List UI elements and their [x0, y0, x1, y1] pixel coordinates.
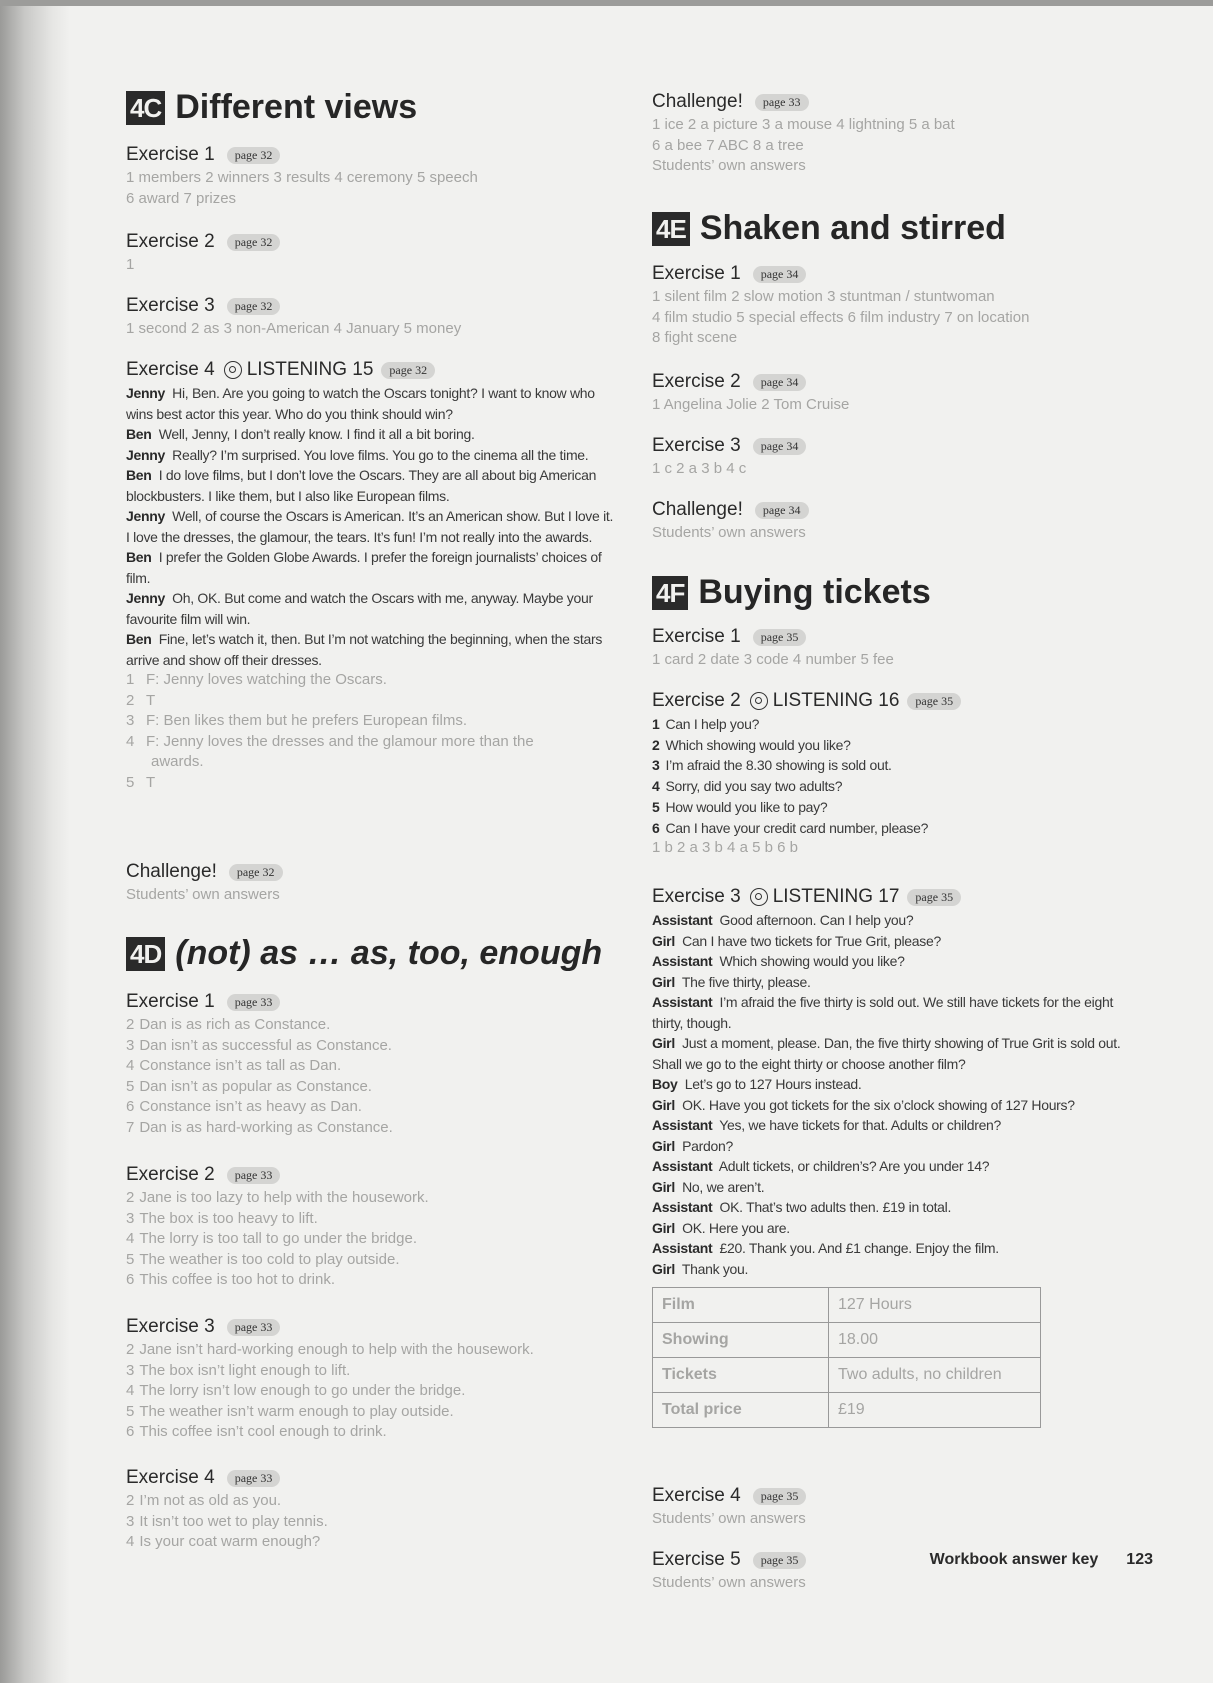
exercise-label: Exercise 1 — [652, 626, 741, 647]
dialogue-text: I prefer the Golden Globe Awards. I prefer the foreign journalists’ choices of film. — [126, 549, 602, 586]
answer-list — [126, 1188, 429, 1291]
audio-cd-icon — [224, 361, 242, 379]
table-value: £19 — [829, 1393, 1041, 1428]
item-number: 3 — [126, 1209, 135, 1227]
dialogue-text: I’m afraid the five thirty is sold out. We still have tickets for the eight thirty, though. — [652, 994, 1114, 1031]
item-text: Constance isn’t as heavy as Dan. — [139, 1098, 362, 1115]
table-key: Showing — [653, 1323, 829, 1358]
exercise-label: Exercise 2 — [126, 1164, 215, 1185]
exercise-label: Exercise 1 — [652, 263, 741, 284]
speaker-name: Ben — [126, 467, 152, 483]
dialogue-text: Yes, we have tickets for that. Adults or children? — [719, 1117, 1002, 1133]
speaker-name: Girl — [652, 1219, 675, 1236]
speaker-name: Girl — [652, 1137, 675, 1154]
unit-badge: 4C — [126, 91, 165, 125]
phrase-list — [652, 714, 961, 838]
item-text: The lorry isn’t low enough to go under the bridge. — [139, 1382, 466, 1399]
page-reference: page 34 — [753, 438, 807, 455]
dialogue-text: OK. Have you got tickets for the six o’clock showing of 127 Hours? — [682, 1096, 1075, 1113]
speaker-name: Girl — [652, 1260, 675, 1277]
item-number: 6 — [652, 819, 660, 836]
dialogue-text: I do love films, but I don’t love the Oscars. They are all about big American blockbusters. I like them, but I also like European films. — [126, 467, 597, 504]
dialogue-text: Good afternoon. Can I help you? — [719, 912, 914, 928]
answer-line — [126, 1118, 393, 1139]
item-number: 4 — [652, 778, 660, 795]
item-number: 3 — [652, 757, 660, 774]
audio-cd-icon — [750, 888, 768, 906]
item-text: F: Jenny loves watching the Oscars. — [146, 671, 387, 688]
item-text: Can I have your credit card number, please? — [665, 819, 929, 836]
dialogue-text: Pardon? — [682, 1137, 733, 1154]
answer-line — [126, 1015, 393, 1036]
answer-line — [126, 773, 616, 794]
page-reference: page 35 — [907, 693, 961, 710]
dialogue-line — [126, 506, 616, 547]
exercise-label: Exercise 2 — [652, 690, 741, 711]
answer-list — [126, 670, 616, 793]
item-text: Jane isn’t hard-working enough to help with the housework. — [139, 1341, 534, 1358]
exercise-label: Challenge! — [126, 861, 217, 882]
exercise-4c-4 — [126, 357, 616, 793]
dialogue-text: Really? I’m surprised. You love films. You go to the cinema all the time. — [172, 446, 589, 463]
item-number: 6 — [126, 1423, 135, 1440]
page-footer — [930, 1551, 1153, 1569]
item-number: 2 — [126, 1492, 135, 1509]
exercise-label: Exercise 1 — [126, 144, 215, 165]
table-key: Total price — [653, 1393, 829, 1428]
speaker-name: Jenny — [126, 385, 165, 401]
item-text: Which showing would you like? — [665, 736, 851, 753]
listening-label: LISTENING 15 — [246, 359, 374, 380]
unit-badge: 4D — [126, 937, 165, 971]
answer-line: 1 c 2 a 3 b 4 c — [652, 460, 747, 477]
answer-line — [126, 1381, 534, 1402]
dialogue-text: Adult tickets, or children’s? Are you under 14? — [718, 1158, 990, 1174]
exercise-4f-5 — [652, 1547, 806, 1594]
page-reference: page 35 — [753, 1488, 807, 1505]
speaker-name: Girl — [652, 1178, 675, 1195]
item-text: F: Ben likes them but he prefers European films. — [146, 712, 467, 729]
speaker-name: Assistant — [652, 912, 713, 928]
exercise-4f-2 — [652, 688, 961, 859]
item-text: Is your coat warm enough? — [139, 1533, 321, 1550]
unit-badge: 4E — [652, 212, 690, 246]
phrase-line — [652, 714, 961, 735]
page-reference: page 33 — [227, 1319, 281, 1336]
dialogue-text: Hi, Ben. Are you going to watch the Oscars tonight? I want to know who wins best actor this year. Who do you think should win? — [126, 385, 595, 422]
table-row — [653, 1358, 1041, 1393]
answer-list — [126, 1340, 534, 1443]
item-text: T — [146, 773, 156, 791]
answer-line — [126, 1097, 393, 1118]
dialogue-text: Fine, let’s watch it, then. But I’m not watching the beginning, when the stars arrive and show off their dresses. — [126, 631, 603, 668]
exercise-label: Challenge! — [652, 499, 743, 520]
item-text: Dan is as rich as Constance. — [139, 1016, 331, 1033]
answer-line: Students’ own answers — [652, 1510, 806, 1527]
dialogue-text: Just a moment, please. Dan, the five thirty showing of True Grit is sold out. Shall we go to the eight thirty or choose another film? — [652, 1035, 1121, 1072]
dialogue-line — [652, 931, 1142, 952]
answer-line — [126, 1340, 534, 1361]
answer-line — [126, 732, 616, 753]
answer-line — [126, 1361, 534, 1382]
exercise-4d-4 — [126, 1465, 328, 1553]
answer-line: 1 b 2 a 3 b 4 a 5 b 6 b — [652, 839, 798, 857]
table-key: Film — [653, 1288, 829, 1323]
dialogue-line — [652, 1136, 1142, 1157]
table-value: Two adults, no children — [829, 1358, 1041, 1393]
speaker-name: Boy — [652, 1076, 678, 1092]
answer-line — [126, 1209, 429, 1230]
answer-line: Students’ own answers — [126, 886, 280, 903]
exercise-4c-1 — [126, 142, 478, 209]
phrase-line — [652, 797, 961, 818]
table-row — [653, 1323, 1041, 1358]
answer-line — [126, 752, 616, 773]
ticket-info-table — [652, 1287, 1041, 1428]
item-number: 3 — [126, 1361, 135, 1379]
answer-line: Students’ own answers — [652, 1574, 806, 1591]
dialogue-line — [652, 951, 1142, 972]
speaker-name: Ben — [126, 426, 152, 442]
page-reference: page 34 — [753, 374, 807, 391]
unit-badge: 4F — [652, 576, 688, 610]
item-text: Dan is as hard-working as Constance. — [139, 1118, 393, 1136]
table-value: 127 Hours — [829, 1288, 1041, 1323]
item-text: The lorry is too tall to go under the bridge. — [139, 1230, 417, 1247]
exercise-label: Exercise 3 — [652, 886, 741, 907]
answer-line — [126, 1056, 393, 1077]
speaker-name: Girl — [652, 973, 675, 990]
answer-line — [126, 1036, 393, 1057]
speaker-name: Ben — [126, 631, 152, 647]
item-number: 2 — [126, 691, 135, 709]
speaker-name: Assistant — [652, 1117, 713, 1133]
unit-4f-heading — [652, 573, 931, 612]
answer-line — [126, 1512, 328, 1533]
table-row — [653, 1288, 1041, 1323]
answer-line — [126, 711, 616, 732]
footer-label: Workbook answer key — [929, 1551, 1099, 1568]
answer-line: 1 Angelina Jolie 2 Tom Cruise — [652, 396, 850, 413]
item-number: 6 — [126, 1098, 135, 1115]
item-number: 1 — [652, 716, 660, 732]
page-reference: page 34 — [753, 266, 807, 283]
item-number: 4 — [126, 732, 135, 750]
answer-line: 6 a bee 7 ABC 8 a tree — [652, 136, 804, 154]
exercise-label: Exercise 3 — [126, 1316, 215, 1337]
answer-line: 8 fight scene — [652, 329, 738, 346]
phrase-line — [652, 818, 961, 839]
answer-line — [126, 670, 616, 691]
top-edge — [0, 0, 1213, 6]
answer-line: 1 ice 2 a picture 3 a mouse 4 lightning 5 a bat — [652, 116, 955, 133]
exercise-label: Exercise 4 — [652, 1485, 741, 1506]
item-text: This coffee is too hot to drink. — [139, 1271, 336, 1288]
item-text: Sorry, did you say two adults? — [665, 778, 843, 795]
answer-list — [126, 1491, 328, 1553]
speaker-name: Assistant — [652, 1240, 713, 1256]
unit-title: Shaken and stirred — [699, 209, 1006, 247]
speaker-name: Assistant — [652, 994, 713, 1010]
dialogue-text: £20. Thank you. And £1 change. Enjoy the film. — [719, 1240, 999, 1256]
answer-line: 4 film studio 5 special effects 6 film industry 7 on location — [652, 308, 1030, 326]
unit-title: (not) as … as, too, enough — [175, 934, 603, 972]
dialogue-line — [126, 547, 616, 588]
challenge-4e — [652, 497, 809, 544]
dialogue-text: OK. That’s two adults then. £19 in total. — [719, 1199, 952, 1215]
item-number: 3 — [126, 1036, 135, 1054]
page-reference: page 33 — [227, 1470, 281, 1487]
answer-line: 1 second 2 as 3 non-American 4 January 5 money — [126, 320, 462, 337]
exercise-label: Exercise 2 — [126, 231, 215, 252]
dialogue-line — [652, 1197, 1142, 1218]
exercise-label: Exercise 4 — [126, 359, 215, 380]
exercise-4d-2 — [126, 1162, 429, 1291]
speaker-name: Jenny — [126, 508, 165, 524]
dialogue-line — [652, 1177, 1142, 1198]
dialogue-line — [652, 1095, 1142, 1116]
dialogue-line — [652, 1156, 1142, 1177]
dialogue-line — [652, 1218, 1142, 1239]
dialogue-line — [652, 1115, 1142, 1136]
item-text: The box is too heavy to lift. — [139, 1209, 318, 1227]
exercise-4f-3 — [652, 884, 1142, 1428]
exercise-4e-1 — [652, 261, 1029, 349]
dialogue-line — [652, 1033, 1142, 1074]
item-text: awards. — [151, 753, 204, 770]
dialogue-text: Which showing would you like? — [719, 953, 905, 969]
dialogue-text: Well, Jenny, I don’t really know. I find it all a bit boring. — [158, 426, 475, 442]
item-number: 1 — [126, 671, 135, 688]
speaker-name: Jenny — [126, 446, 165, 463]
item-text: T — [146, 691, 156, 709]
answer-line: 6 award 7 prizes — [126, 189, 237, 207]
item-text: I’m not as old as you. — [139, 1492, 282, 1509]
dialogue-line — [652, 1238, 1142, 1259]
unit-4e-heading — [652, 209, 1006, 248]
item-text: It isn’t too wet to play tennis. — [139, 1512, 328, 1530]
dialogue-line — [126, 383, 616, 424]
item-number: 4 — [126, 1230, 135, 1247]
dialogue-line — [126, 629, 616, 670]
item-number: 5 — [126, 1402, 135, 1420]
item-number: 7 — [126, 1118, 135, 1136]
unit-title: Different views — [175, 88, 418, 126]
page-reference: page 35 — [753, 629, 807, 646]
exercise-4f-1 — [652, 624, 894, 671]
item-text: How would you like to pay? — [665, 798, 828, 815]
answer-line: 1 silent film 2 slow motion 3 stuntman / stuntwoman — [652, 288, 995, 305]
dialogue-text: Can I have two tickets for True Grit, please? — [682, 932, 941, 949]
page-reference: page 35 — [907, 889, 961, 906]
answer-line — [126, 1188, 429, 1209]
exercise-label: Exercise 1 — [126, 991, 215, 1012]
dialogue-text: Let’s go to 127 Hours instead. — [684, 1076, 862, 1092]
dialogue-text: Well, of course the Oscars is American. It’s an American show. But I love it. I love the dresses, the glamour, the tears. It’s fun! I’m not really into the awards. — [126, 508, 614, 545]
page-reference: page 35 — [753, 1552, 807, 1569]
answer-line: Students’ own answers — [652, 157, 806, 174]
exercise-4e-2 — [652, 369, 849, 416]
exercise-4d-1 — [126, 989, 393, 1138]
listening-script — [126, 383, 616, 670]
page-reference: page 33 — [227, 994, 281, 1011]
speaker-name: Ben — [126, 549, 152, 565]
dialogue-text: Oh, OK. But come and watch the Oscars with me, anyway. Maybe your favourite film will win. — [126, 590, 593, 627]
answer-line — [126, 1250, 429, 1271]
dialogue-text: The five thirty, please. — [681, 973, 811, 990]
item-number: 5 — [126, 773, 135, 791]
item-number: 6 — [126, 1271, 135, 1288]
speaker-name: Girl — [652, 1035, 675, 1051]
phrase-line — [652, 776, 961, 797]
listening-label: LISTENING 16 — [772, 690, 900, 711]
speaker-name: Jenny — [126, 590, 165, 606]
dialogue-line — [652, 1259, 1142, 1280]
answer-line — [126, 691, 616, 712]
item-text: F: Jenny loves the dresses and the glamour more than the — [146, 732, 534, 750]
exercise-4c-3 — [126, 293, 461, 340]
dialogue-line — [652, 1074, 1142, 1095]
page-number: 123 — [1126, 1551, 1153, 1568]
exercise-label: Exercise 3 — [652, 435, 741, 456]
item-number: 3 — [126, 712, 135, 729]
item-text: I’m afraid the 8.30 showing is sold out. — [665, 757, 892, 774]
listening-label: LISTENING 17 — [772, 886, 900, 907]
dialogue-line — [126, 465, 616, 506]
answer-line: 1 card 2 date 3 code 4 number 5 fee — [652, 651, 894, 668]
exercise-4e-3 — [652, 433, 806, 480]
unit-title: Buying tickets — [698, 573, 931, 611]
listening-script — [652, 910, 1142, 1279]
exercise-label: Exercise 3 — [126, 295, 215, 316]
answer-list — [126, 1015, 393, 1138]
item-text: The weather is too cold to play outside. — [139, 1250, 400, 1268]
answer-line — [126, 1422, 534, 1443]
dialogue-line — [652, 910, 1142, 931]
exercise-4f-4 — [652, 1483, 806, 1530]
dialogue-line — [126, 424, 616, 445]
dialogue-line — [126, 445, 616, 466]
item-text: Jane is too lazy to help with the housework. — [139, 1189, 429, 1206]
unit-4c-heading — [126, 88, 417, 127]
answer-line — [126, 1077, 393, 1098]
page-binding-shadow — [0, 0, 70, 1683]
unit-4d-heading — [126, 934, 602, 973]
speaker-name: Girl — [652, 932, 675, 949]
page-reference: page 32 — [381, 362, 435, 379]
exercise-label: Challenge! — [652, 91, 743, 112]
item-number: 5 — [126, 1077, 135, 1095]
dialogue-text: Thank you. — [681, 1260, 749, 1277]
item-text: Can I help you? — [665, 716, 760, 732]
table-row — [653, 1393, 1041, 1428]
speaker-name: Girl — [652, 1096, 675, 1113]
answer-line — [126, 1402, 534, 1423]
audio-cd-icon — [750, 692, 768, 710]
dialogue-line — [126, 588, 616, 629]
answer-line: Students’ own answers — [652, 524, 806, 541]
item-text: This coffee isn’t cool enough to drink. — [139, 1423, 387, 1440]
answer-line — [126, 1270, 429, 1291]
answer-line — [126, 1491, 328, 1512]
dialogue-text: No, we aren’t. — [682, 1178, 765, 1195]
item-text: The box isn’t light enough to lift. — [139, 1361, 351, 1379]
challenge-4c — [126, 859, 283, 906]
answer-line — [126, 1229, 429, 1250]
phrase-line — [652, 735, 961, 756]
item-number: 2 — [126, 1341, 135, 1358]
page-reference: page 32 — [227, 298, 281, 315]
dialogue-line — [652, 972, 1142, 993]
item-number: 2 — [652, 736, 660, 753]
item-number: 2 — [126, 1189, 135, 1206]
answer-line: 1 members 2 winners 3 results 4 ceremony 5 speech — [126, 169, 478, 186]
exercise-4c-2 — [126, 229, 280, 276]
exercise-4d-3 — [126, 1314, 534, 1443]
page-reference: page 32 — [229, 864, 283, 881]
item-number: 4 — [126, 1382, 135, 1399]
phrase-line — [652, 755, 961, 776]
page-reference: page 34 — [755, 502, 809, 519]
speaker-name: Assistant — [652, 1199, 713, 1215]
exercise-label: Exercise 5 — [652, 1549, 741, 1570]
table-key: Tickets — [653, 1358, 829, 1393]
page-reference: page 33 — [755, 94, 809, 111]
challenge-4d — [652, 89, 955, 177]
item-text: Dan isn’t as popular as Constance. — [139, 1077, 372, 1095]
dialogue-text: OK. Here you are. — [682, 1219, 790, 1236]
answer-line — [126, 1532, 328, 1553]
item-text: Dan isn’t as successful as Constance. — [139, 1036, 392, 1054]
speaker-name: Assistant — [652, 953, 713, 969]
item-number: 5 — [126, 1250, 135, 1268]
item-number: 5 — [652, 798, 660, 815]
item-number: 3 — [126, 1512, 135, 1530]
table-value: 18.00 — [829, 1323, 1041, 1358]
exercise-label: Exercise 2 — [652, 371, 741, 392]
dialogue-line — [652, 992, 1142, 1033]
answer-line: 1 — [126, 256, 135, 273]
exercise-label: Exercise 4 — [126, 1467, 215, 1488]
item-number: 2 — [126, 1016, 135, 1033]
speaker-name: Assistant — [652, 1158, 713, 1174]
item-number: 4 — [126, 1057, 135, 1074]
item-number: 4 — [126, 1533, 135, 1550]
page-reference: page 32 — [227, 147, 281, 164]
page-reference: page 33 — [227, 1167, 281, 1184]
item-text: Constance isn’t as tall as Dan. — [139, 1057, 342, 1074]
item-text: The weather isn’t warm enough to play outside. — [139, 1402, 454, 1420]
page-reference: page 32 — [227, 234, 281, 251]
